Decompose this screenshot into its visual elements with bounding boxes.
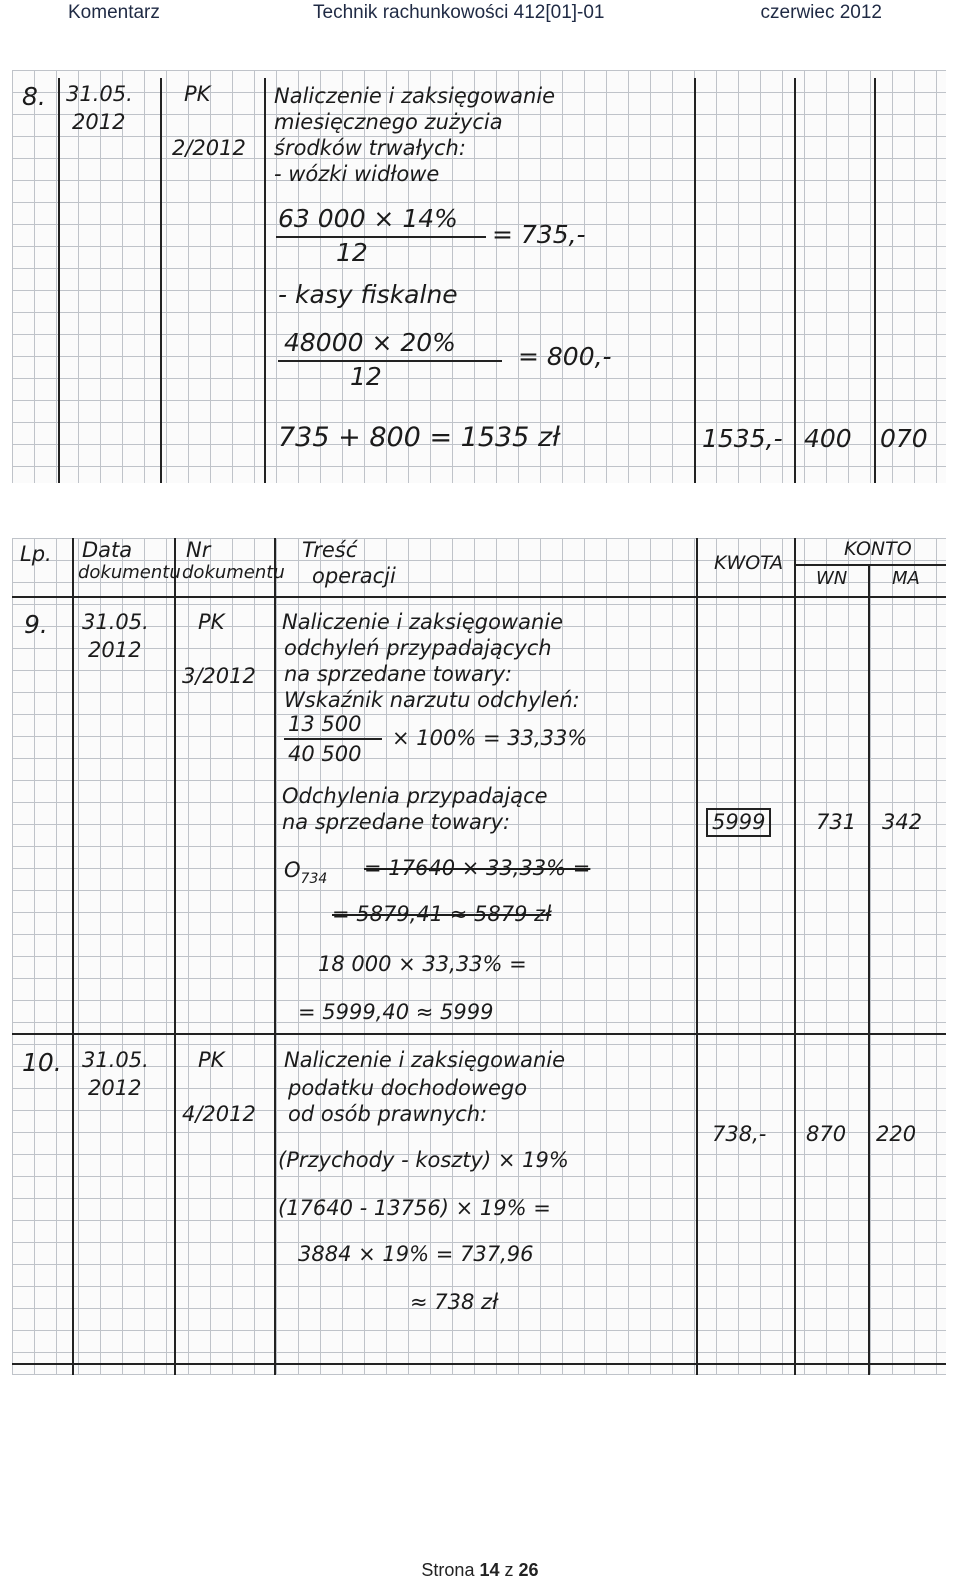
entry-9-calc1-crossed: = 17640 × 33,33% = xyxy=(364,856,591,880)
o-subscript: 734 xyxy=(300,871,328,887)
entry-9-calc4: = 5999,40 ≈ 5999 xyxy=(298,1000,494,1024)
column-divider xyxy=(694,78,696,483)
column-divider xyxy=(868,566,870,1375)
header-ma: MA xyxy=(892,568,920,589)
header-konto: KONTO xyxy=(844,538,912,560)
fraction-bar xyxy=(278,360,502,362)
entry-8-desc-line1: Naliczenie i zaksięgowanie xyxy=(274,84,556,108)
entry-8-desc-line4: - wózki widłowe xyxy=(274,162,440,186)
konto-divider xyxy=(794,564,946,566)
column-divider xyxy=(696,538,698,1375)
header-date-line1: Data xyxy=(82,538,133,562)
entry-10-date-line2: 2012 xyxy=(88,1076,142,1100)
column-divider xyxy=(160,78,162,483)
entry-8-date-line2: 2012 xyxy=(72,110,126,134)
entry-9-date-line2: 2012 xyxy=(88,638,142,662)
header-lp: Lp. xyxy=(20,542,52,566)
entry-9-calc2-crossed: = 5879,41 ≈ 5879 zł xyxy=(332,902,552,926)
entry-10-calc4: ≈ 738 zł xyxy=(410,1290,499,1314)
footer-total-pages: 26 xyxy=(518,1560,539,1580)
entry-8-kasy-label: - kasy fiskalne xyxy=(278,280,458,309)
entry-8-account-wn: 400 xyxy=(804,424,852,453)
header-tresc-line2: operacji xyxy=(312,564,396,588)
header-tresc-line1: Treść xyxy=(302,538,358,562)
entry-10-account-ma: 220 xyxy=(876,1122,917,1146)
entry-8-desc-line3: środków trwałych: xyxy=(274,136,466,160)
entry-divider xyxy=(12,1033,946,1035)
footer-prefix: Strona xyxy=(421,1560,475,1580)
entry-divider xyxy=(12,1363,946,1365)
entry-8-formula1-numerator: 63 000 × 14% xyxy=(278,204,458,233)
footer-of: z xyxy=(504,1560,514,1580)
column-divider xyxy=(58,78,60,483)
header-exam-title: Technik rachunkowości 412[01]-01 xyxy=(313,2,605,23)
column-divider xyxy=(274,538,276,1375)
entry-8-doc-number: 2/2012 xyxy=(172,136,246,160)
entry-8-formula1-denominator: 12 xyxy=(336,238,368,267)
entry-8-account-ma: 070 xyxy=(880,424,928,453)
column-divider xyxy=(264,78,266,483)
fraction-bar xyxy=(284,738,382,740)
header-divider xyxy=(12,596,946,598)
footer-page-number: 14 xyxy=(479,1560,500,1580)
header-nr-line1: Nr xyxy=(186,538,211,562)
entry-8-formula2-result: = 800,- xyxy=(518,342,612,371)
scanned-sheet-entry-8 xyxy=(12,70,946,483)
entry-8-date-line1: 31.05. xyxy=(66,82,133,106)
entry-10-calc1: (Przychody - koszty) × 19% xyxy=(278,1148,569,1172)
column-divider xyxy=(874,78,876,483)
entry-9-date-line1: 31.05. xyxy=(82,610,149,634)
entry-9-fraction-numerator: 13 500 xyxy=(288,712,362,736)
entry-10-desc-line2: podatku dochodowego xyxy=(288,1076,528,1100)
column-divider xyxy=(72,538,74,1375)
entry-9-doc-number: 3/2012 xyxy=(182,664,256,688)
entry-9-odchylenia-line2: na sprzedane towary: xyxy=(282,810,511,834)
entry-10-account-wn: 870 xyxy=(806,1122,847,1146)
header-wn: WN xyxy=(816,568,848,589)
entry-9-o-symbol xyxy=(284,860,327,886)
entry-10-desc-line3: od osób prawnych: xyxy=(288,1102,488,1126)
header-date: czerwiec 2012 xyxy=(760,2,882,23)
entry-9-odchylenia-line1: Odchylenia przypadające xyxy=(282,784,548,808)
column-divider xyxy=(174,538,176,1375)
fraction-bar xyxy=(276,236,486,238)
entry-9-account-wn: 731 xyxy=(816,810,857,834)
entry-9-amount: 5999 xyxy=(706,808,771,837)
entry-9-account-ma: 342 xyxy=(882,810,923,834)
entry-8-number: 8. xyxy=(22,82,46,111)
entry-10-number: 10. xyxy=(22,1048,62,1077)
entry-9-fraction-result: × 100% = 33,33% xyxy=(392,726,588,750)
scanned-sheet-entries-9-10 xyxy=(12,538,946,1375)
entry-9-number: 9. xyxy=(24,610,48,639)
entry-8-doc-type: PK xyxy=(184,82,211,106)
entry-8-total: 735 + 800 = 1535 zł xyxy=(278,422,560,453)
entry-10-amount: 738,- xyxy=(712,1122,767,1146)
entry-8-amount: 1535,- xyxy=(702,424,783,453)
entry-10-calc3: 3884 × 19% = 737,96 xyxy=(298,1242,534,1266)
entry-8-formula2-numerator: 48000 × 20% xyxy=(284,328,456,357)
header-kwota: KWOTA xyxy=(714,552,784,574)
header-comment-label: Komentarz xyxy=(68,2,160,23)
entry-8-formula1-result: = 735,- xyxy=(492,220,586,249)
entry-9-desc-line1: Naliczenie i zaksięgowanie xyxy=(282,610,564,634)
entry-8-formula2-denominator: 12 xyxy=(350,362,382,391)
o-letter: O xyxy=(284,858,301,882)
entry-9-desc-line3: na sprzedane towary: xyxy=(284,662,513,686)
entry-9-desc-line2: odchyleń przypadających xyxy=(284,636,552,660)
page-footer xyxy=(0,1560,960,1581)
entry-9-calc3: 18 000 × 33,33% = xyxy=(318,952,527,976)
entry-9-fraction-denominator: 40 500 xyxy=(288,742,362,766)
column-divider xyxy=(794,538,796,1375)
entry-10-doc-number: 4/2012 xyxy=(182,1102,256,1126)
column-divider xyxy=(794,78,796,483)
entry-10-desc-line1: Naliczenie i zaksięgowanie xyxy=(284,1048,566,1072)
entry-9-doc-type: PK xyxy=(198,610,225,634)
entry-9-desc-line4: Wskaźnik narzutu odchyleń: xyxy=(284,688,580,712)
entry-10-doc-type: PK xyxy=(198,1048,225,1072)
header-nr-line2: dokumentu xyxy=(182,562,285,583)
entry-8-desc-line2: miesięcznego zużycia xyxy=(274,110,503,134)
entry-10-calc2: (17640 - 13756) × 19% = xyxy=(278,1196,551,1220)
entry-10-date-line1: 31.05. xyxy=(82,1048,149,1072)
header-date-line2: dokumentu xyxy=(78,562,181,583)
